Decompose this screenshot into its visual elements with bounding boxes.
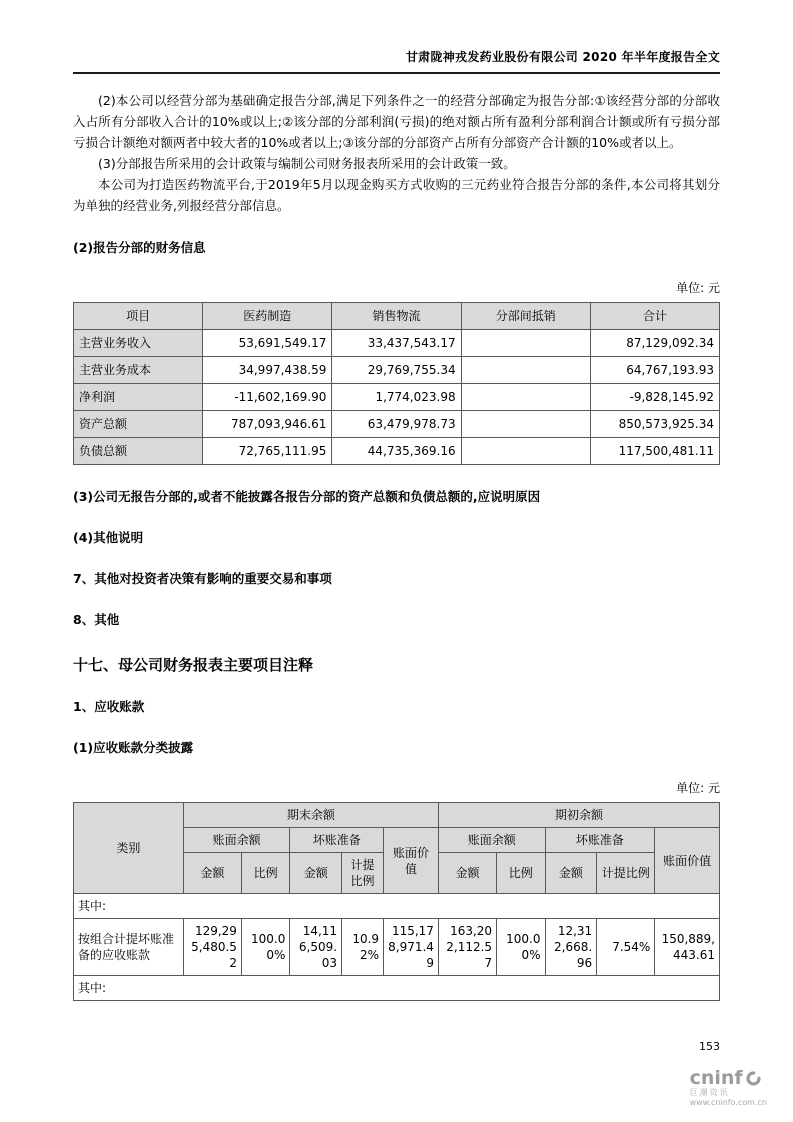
table-cell: 7.54%: [597, 919, 655, 976]
receivables-header-row-1: [74, 803, 720, 828]
table-cell: 850,573,925.34: [590, 411, 719, 438]
column-header-category: 类别: [74, 803, 184, 894]
column-header-book-balance-begin: 账面余额: [438, 828, 545, 853]
table-cell: [461, 357, 590, 384]
table-cell: 100.00%: [497, 919, 545, 976]
column-header-bad-debt-begin: 坏账准备: [545, 828, 655, 853]
table-cell: [461, 411, 590, 438]
heading-chapter-17: 十七、母公司财务报表主要项目注释: [73, 656, 314, 674]
column-header-book-value-begin: 账面价值: [655, 828, 720, 894]
paragraph-segment-criteria: (2)本公司以经营分部为基础确定报告分部,满足下列条件之一的经营分部确定为报告分部:①该经营分部的分部收入占所有分部收入合计的10%或以上;②该分部的分部利润(亏损)的绝对额占所有盈利分部利润合计额或所有亏损分部亏损合计额绝对额两者中较大者的10%或者以上;③该分部的分部资产占所有分部资产合计额的10%或者以上。: [73, 93, 720, 150]
row-label: 主营业务成本: [74, 357, 203, 384]
table-cell: 34,997,438.59: [203, 357, 332, 384]
page-number: 153: [699, 1040, 720, 1053]
table-cell: 29,769,755.34: [332, 357, 461, 384]
unit-label-2: 单位: 元: [676, 781, 720, 795]
page-header: [73, 48, 720, 74]
table-cell: -9,828,145.92: [590, 384, 719, 411]
table-cell: 163,202,112.57: [438, 919, 496, 976]
table-cell: 87,129,092.34: [590, 330, 719, 357]
table-row: [74, 976, 720, 1001]
table-cell: 150,889,443.61: [655, 919, 720, 976]
row-label: 按组合计提坏账准备的应收账款: [74, 919, 184, 976]
table-cell: 64,767,193.93: [590, 357, 719, 384]
table-cell: [461, 384, 590, 411]
report-title: 甘肃陇神戎发药业股份有限公司 2020 年半年度报告全文: [405, 50, 720, 64]
segment-table-header-row: [74, 303, 720, 330]
heading-receivables: 1、应收账款: [73, 699, 145, 714]
row-label-including: 其中:: [74, 894, 720, 919]
table-row: [74, 330, 720, 357]
cninfo-swirl-icon: [745, 1070, 762, 1087]
column-header-provision-ratio: 计提比例: [342, 853, 384, 894]
row-label: 净利润: [74, 384, 203, 411]
paragraph-sanyuan-acquisition: 本公司为打造医药物流平台,于2019年5月以现金购买方式收购的三元药业符合报告分部的条件,本公司将其划分为单独的经营业务,列报经营分部信息。: [73, 177, 720, 213]
column-header-amount: 金额: [545, 853, 597, 894]
heading-other-notes: (4)其他说明: [73, 530, 144, 545]
column-header-manufacturing: 医药制造: [203, 303, 332, 330]
cninfo-watermark: [690, 1069, 767, 1108]
paragraph-accounting-policy: (3)分部报告所采用的会计政策与编制公司财务报表所采用的会计政策一致。: [98, 156, 516, 171]
table-cell: 117,500,481.11: [590, 438, 719, 465]
table-cell: 787,093,946.61: [203, 411, 332, 438]
column-header-period-end: 期末余额: [183, 803, 438, 828]
column-header-ratio: 比例: [497, 853, 545, 894]
table-cell: [461, 438, 590, 465]
column-header-provision-ratio: 计提比例: [597, 853, 655, 894]
column-header-ratio: 比例: [241, 853, 289, 894]
table-cell: 100.00%: [241, 919, 289, 976]
row-label: 主营业务收入: [74, 330, 203, 357]
table-cell: 72,765,111.95: [203, 438, 332, 465]
column-header-item: 项目: [74, 303, 203, 330]
receivables-classification-table: [73, 802, 720, 1001]
row-label: 负债总额: [74, 438, 203, 465]
table-cell: 1,774,023.98: [332, 384, 461, 411]
table-row: [74, 919, 720, 976]
heading-other-transactions: 7、其他对投资者决策有影响的重要交易和事项: [73, 571, 332, 586]
table-cell: 14,116,509.03: [290, 919, 342, 976]
heading-receivables-disclosure: (1)应收账款分类披露: [73, 740, 194, 755]
table-row: [74, 384, 720, 411]
table-row: [74, 357, 720, 384]
row-label: 资产总额: [74, 411, 203, 438]
table-cell: 53,691,549.17: [203, 330, 332, 357]
row-label-including: 其中:: [74, 976, 720, 1001]
heading-other: 8、其他: [73, 612, 120, 627]
column-header-elimination: 分部间抵销: [461, 303, 590, 330]
report-body: [73, 90, 720, 1001]
table-row: [74, 894, 720, 919]
cninfo-name-cn: 巨潮资讯: [689, 1088, 730, 1097]
table-cell: 129,295,480.52: [183, 919, 241, 976]
column-header-amount: 金额: [290, 853, 342, 894]
table-cell: 115,178,971.49: [384, 919, 439, 976]
column-header-period-begin: 期初余额: [438, 803, 719, 828]
segment-financial-table: [73, 302, 720, 465]
table-cell: 12,312,668.96: [545, 919, 597, 976]
table-row: [74, 411, 720, 438]
heading-segment-financial-info: (2)报告分部的财务信息: [73, 240, 206, 255]
cninfo-url: www.cninfo.com.cn: [689, 1098, 767, 1107]
heading-no-segment-reason: (3)公司无报告分部的,或者不能披露各报告分部的资产总额和负债总额的,应说明原因: [73, 489, 541, 504]
column-header-book-value-end: 账面价值: [384, 828, 439, 894]
cninfo-brand-text: cninf: [689, 1067, 743, 1089]
header-rule: [73, 72, 720, 74]
column-header-bad-debt-end: 坏账准备: [290, 828, 384, 853]
table-cell: -11,602,169.90: [203, 384, 332, 411]
table-cell: 63,479,978.73: [332, 411, 461, 438]
table-row: [74, 438, 720, 465]
table-cell: 10.92%: [342, 919, 384, 976]
table-cell: 44,735,369.16: [332, 438, 461, 465]
column-header-logistics: 销售物流: [332, 303, 461, 330]
unit-label-1: 单位: 元: [676, 281, 720, 295]
column-header-book-balance-end: 账面余额: [183, 828, 290, 853]
column-header-amount: 金额: [438, 853, 496, 894]
column-header-total: 合计: [590, 303, 719, 330]
column-header-amount: 金额: [183, 853, 241, 894]
table-cell: [461, 330, 590, 357]
cninfo-logo: [690, 1069, 767, 1087]
table-cell: 33,437,543.17: [332, 330, 461, 357]
